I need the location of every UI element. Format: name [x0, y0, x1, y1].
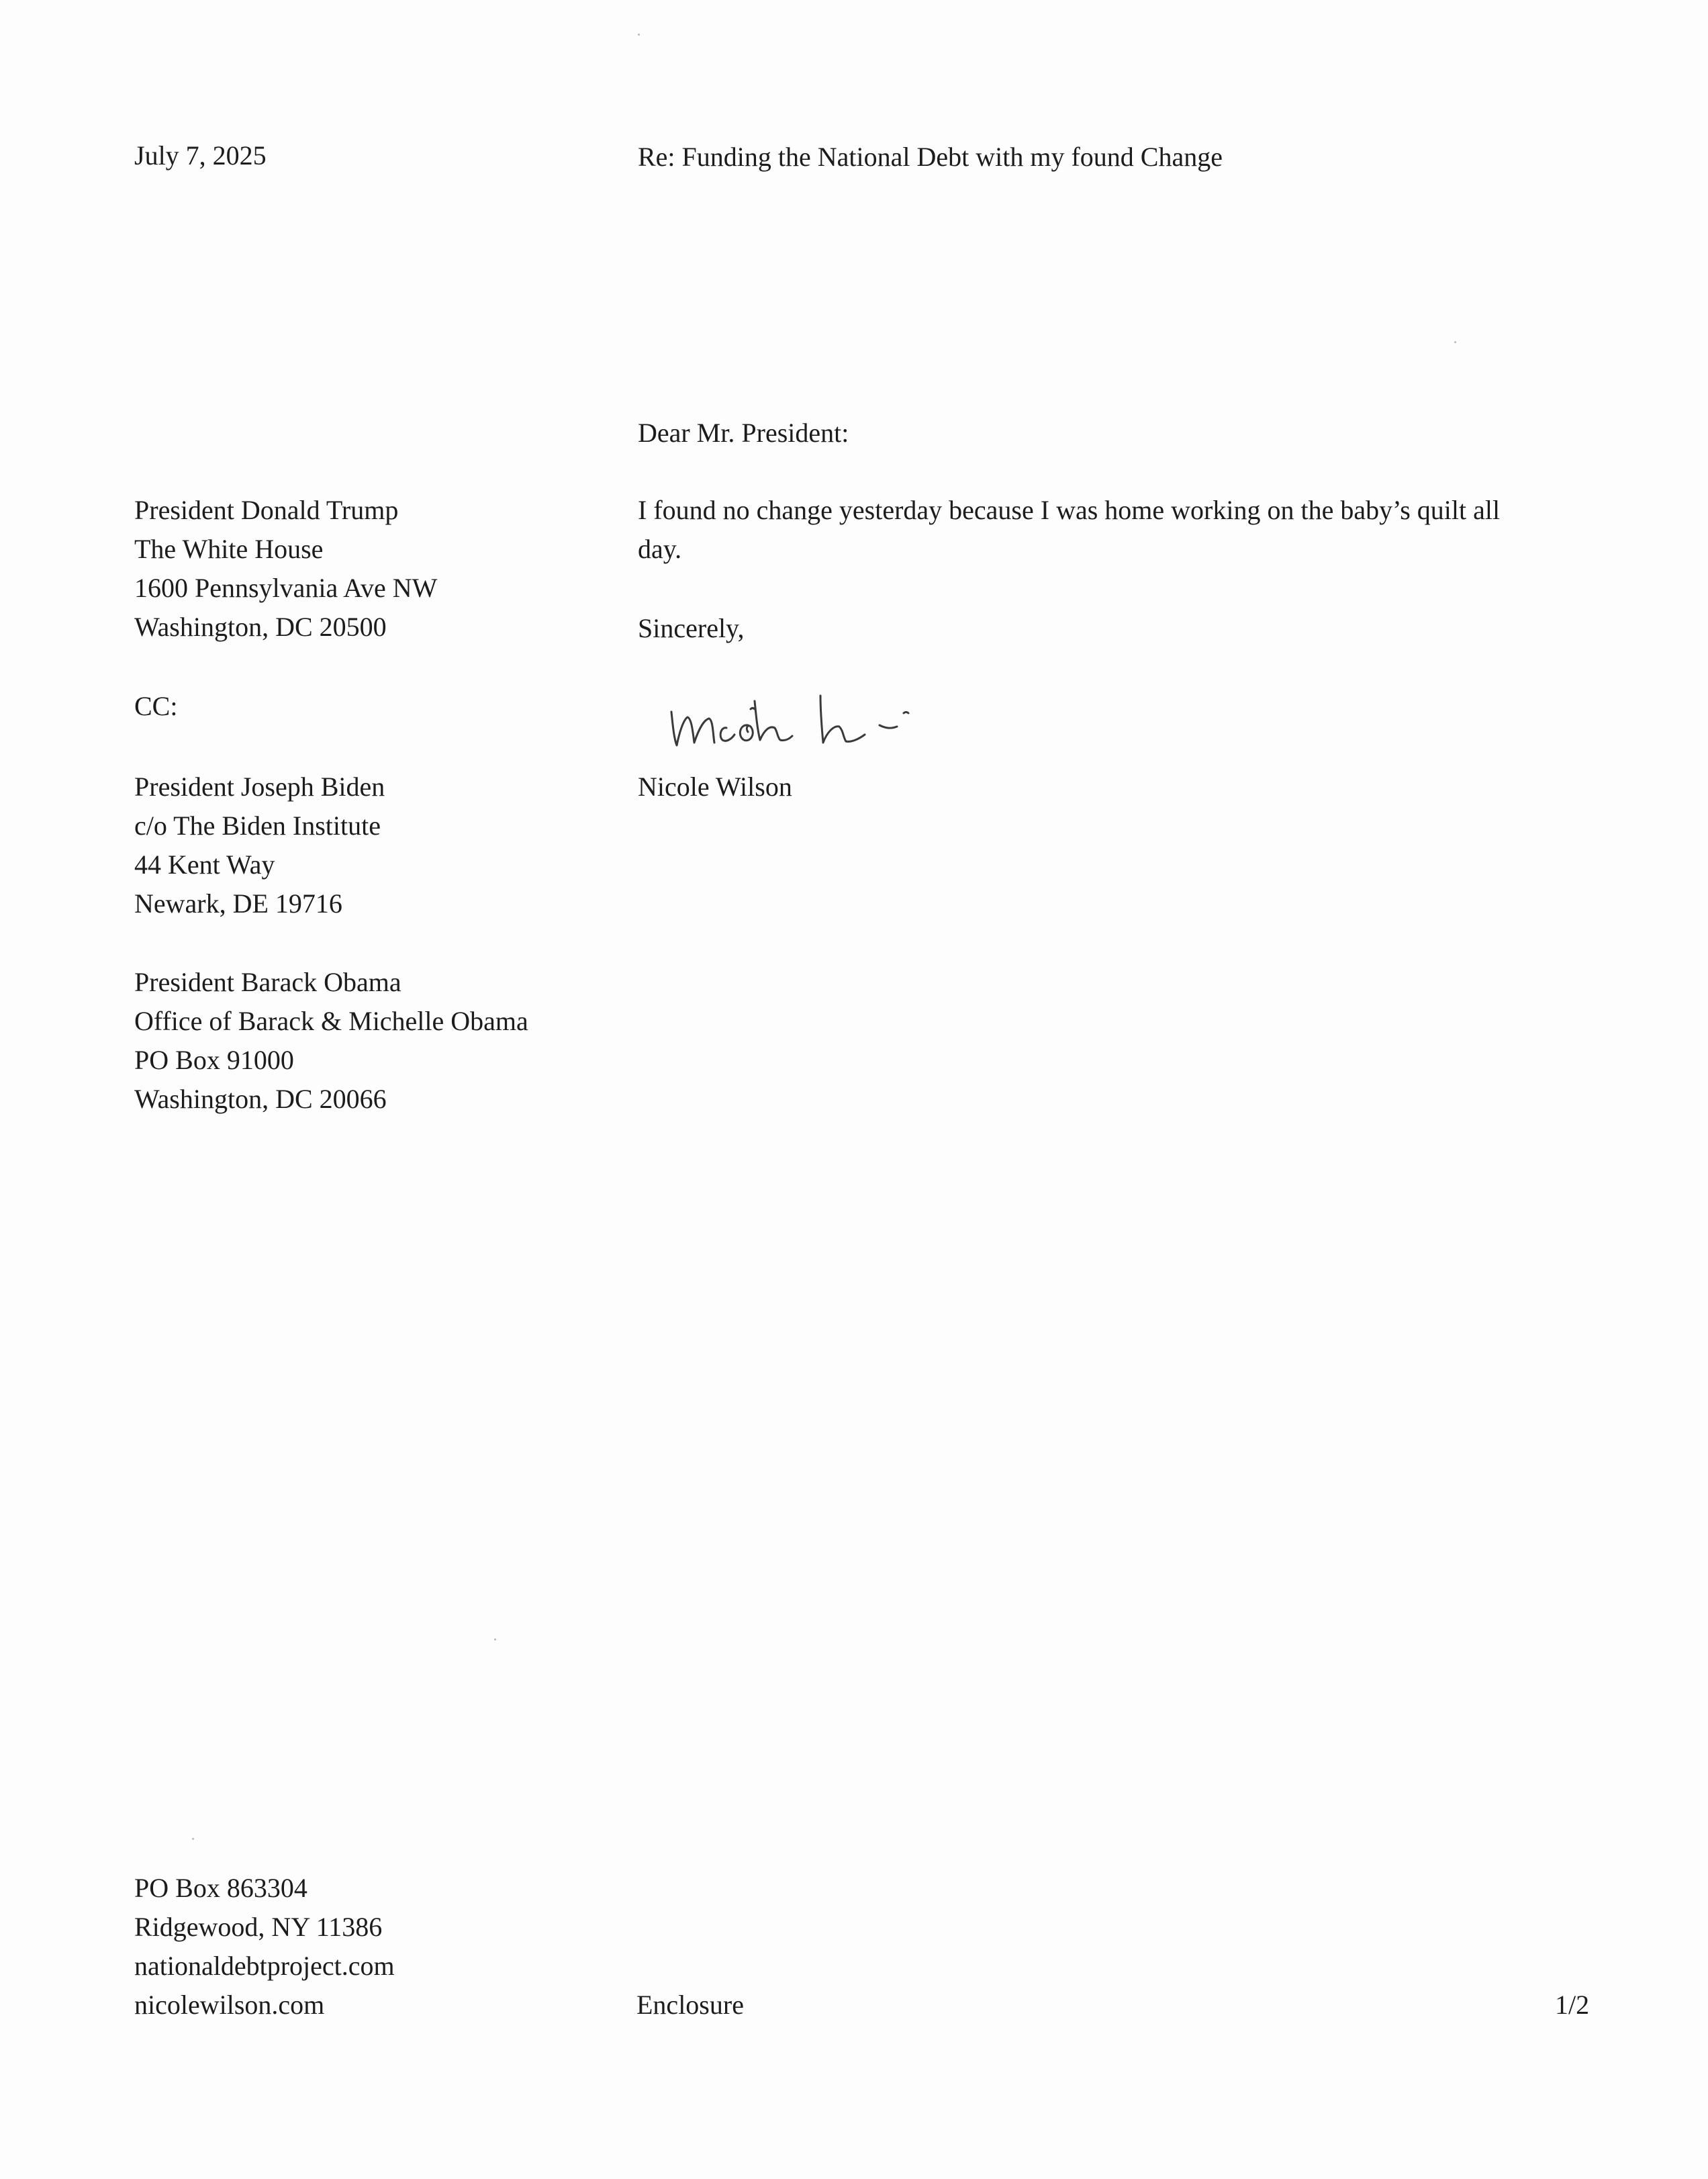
footer-line: PO Box 863304 [134, 1873, 307, 1903]
recipient-line: The White House [134, 534, 324, 564]
cc-recipient-1 [134, 768, 385, 923]
cc-recipient-2 [134, 963, 528, 1119]
enclosure-note: Enclosure [636, 1990, 744, 2020]
cc-line: President Barack Obama [134, 967, 401, 997]
cc-line: 44 Kent Way [134, 849, 275, 880]
footer-sender-address [134, 1869, 395, 2025]
salutation: Dear Mr. President: [638, 418, 849, 448]
sender-name: Nicole Wilson [638, 772, 792, 802]
footer-line: Ridgewood, NY 11386 [134, 1912, 383, 1942]
scan-speck [638, 34, 640, 36]
letter-body: I found no change yesterday because I was home working on the baby’s quilt all day. [638, 495, 1501, 564]
page-number: 1/2 [1555, 1990, 1590, 2020]
cc-line: PO Box 91000 [134, 1045, 294, 1075]
scan-speck [192, 1838, 194, 1840]
cc-line: Office of Barack & Michelle Obama [134, 1006, 528, 1036]
recipient-line: 1600 Pennsylvania Ave NW [134, 573, 438, 603]
cc-line: Washington, DC 20066 [134, 1084, 387, 1114]
footer-website: nationaldebtproject.com [134, 1951, 395, 1981]
footer-website: nicolewilson.com [134, 1990, 325, 2020]
letter-date: July 7, 2025 [134, 140, 267, 171]
scan-speck [494, 1638, 496, 1640]
recipient-line: Washington, DC 20500 [134, 612, 387, 642]
handwritten-signature [665, 678, 974, 759]
cc-label: CC: [134, 691, 178, 721]
closing: Sincerely, [638, 613, 745, 643]
cc-line: Newark, DE 19716 [134, 888, 342, 919]
cc-line: c/o The Biden Institute [134, 810, 381, 841]
scan-speck [1454, 341, 1456, 343]
recipient-address [134, 491, 437, 647]
cc-line: President Joseph Biden [134, 772, 385, 802]
letter-subject: Re: Funding the National Debt with my found Change [638, 142, 1223, 172]
recipient-line: President Donald Trump [134, 495, 399, 525]
